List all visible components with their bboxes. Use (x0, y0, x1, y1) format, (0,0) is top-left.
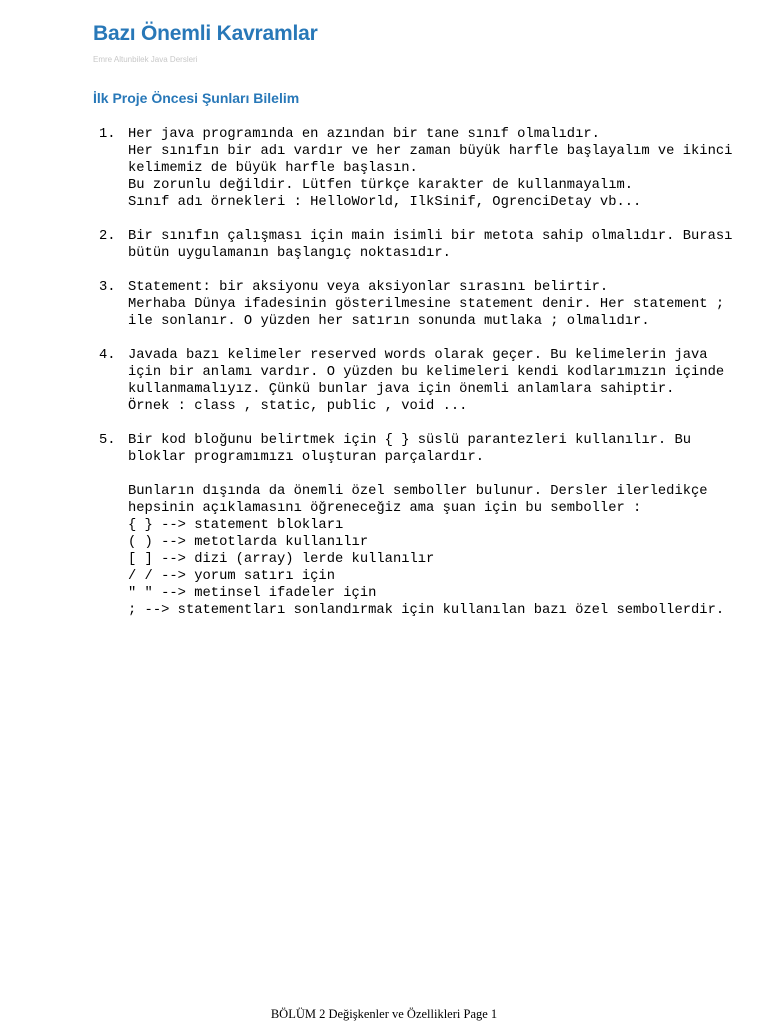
item-number: 2. (99, 229, 116, 244)
symbols-intro-line: hepsinin açıklamasını öğreneceğiz ama şuan için bu semboller : (128, 501, 642, 516)
list-item (99, 279, 759, 330)
item-line: bütün uygulamanın başlangıç noktasıdır. (128, 246, 451, 261)
item-number: 1. (99, 127, 116, 142)
list-item (99, 432, 759, 619)
symbol-line: [ ] --> dizi (array) lerde kullanılır (128, 552, 435, 567)
symbol-line: ( ) --> metotlarda kullanılır (128, 535, 369, 550)
item-line: Bir kod bloğunu belirtmek için { } süslü parantezleri kullanılır. Bu (128, 433, 692, 448)
item-line: Javada bazı kelimeler reserved words olarak geçer. Bu kelimelerin java (128, 348, 708, 363)
item-line: Her java programında en azından bir tane sınıf olmalıdır. (128, 127, 600, 142)
item-line: ile sonlanır. O yüzden her satırın sonunda mutlaka ; olmalıdır. (128, 314, 650, 329)
item-line: Sınıf adı örnekleri : HelloWorld, IlkSinif, OgrenciDetay vb... (128, 195, 642, 210)
list-item (99, 347, 759, 415)
item-number: 4. (99, 348, 116, 363)
symbol-line: ; --> statementları sonlandırmak için kullanılan bazı özel sembollerdir. (128, 603, 725, 618)
list-item (99, 228, 759, 262)
section-title: İlk Proje Öncesi Şunları Bilelim (93, 90, 300, 106)
item-line: Örnek : class , static, public , void ... (128, 399, 468, 414)
item-number: 3. (99, 280, 116, 295)
symbols-intro-line: Bunların dışında da önemli özel semboller bulunur. Dersler ilerledikçe (128, 484, 708, 499)
paragraph-spacer (128, 466, 759, 483)
item-line: kullanmamalıyız. Çünkü bunlar java için önemli anlamlara sahiptir. (128, 382, 675, 397)
item-line: bloklar programımızı oluşturan parçalardır. (128, 450, 485, 465)
concept-list (99, 126, 759, 636)
page-title: Bazı Önemli Kavramlar (93, 22, 318, 45)
item-line: Bir sınıfın çalışması için main isimli bir metota sahip olmalıdır. Burası (128, 229, 733, 244)
page-footer: BÖLÜM 2 Değişkenler ve Özellikleri Page 1 (270, 1007, 498, 1021)
item-line: Statement: bir aksiyonu veya aksiyonlar sırasını belirtir. (128, 280, 609, 295)
list-item (99, 126, 759, 211)
item-line: kelimemiz de büyük harfle başlasın. (128, 161, 418, 176)
item-line: için bir anlamı vardır. O yüzden bu kelimeleri kendi kodlarımızın içinde (128, 365, 725, 380)
symbol-line: / / --> yorum satırı için (128, 569, 335, 584)
author-line: Emre Altunbilek Java Dersleri (93, 55, 198, 64)
item-line: Merhaba Dünya ifadesinin gösterilmesine statement denir. Her statement ; (128, 297, 725, 312)
item-line: Bu zorunlu değildir. Lütfen türkçe karakter de kullanmayalım. (128, 178, 634, 193)
item-number: 5. (99, 433, 116, 448)
symbol-line: " " --> metinsel ifadeler için (128, 586, 377, 601)
symbol-line: { } --> statement blokları (128, 518, 344, 533)
item-line: Her sınıfın bir adı vardır ve her zaman büyük harfle başlayalım ve ikinci (128, 144, 733, 159)
